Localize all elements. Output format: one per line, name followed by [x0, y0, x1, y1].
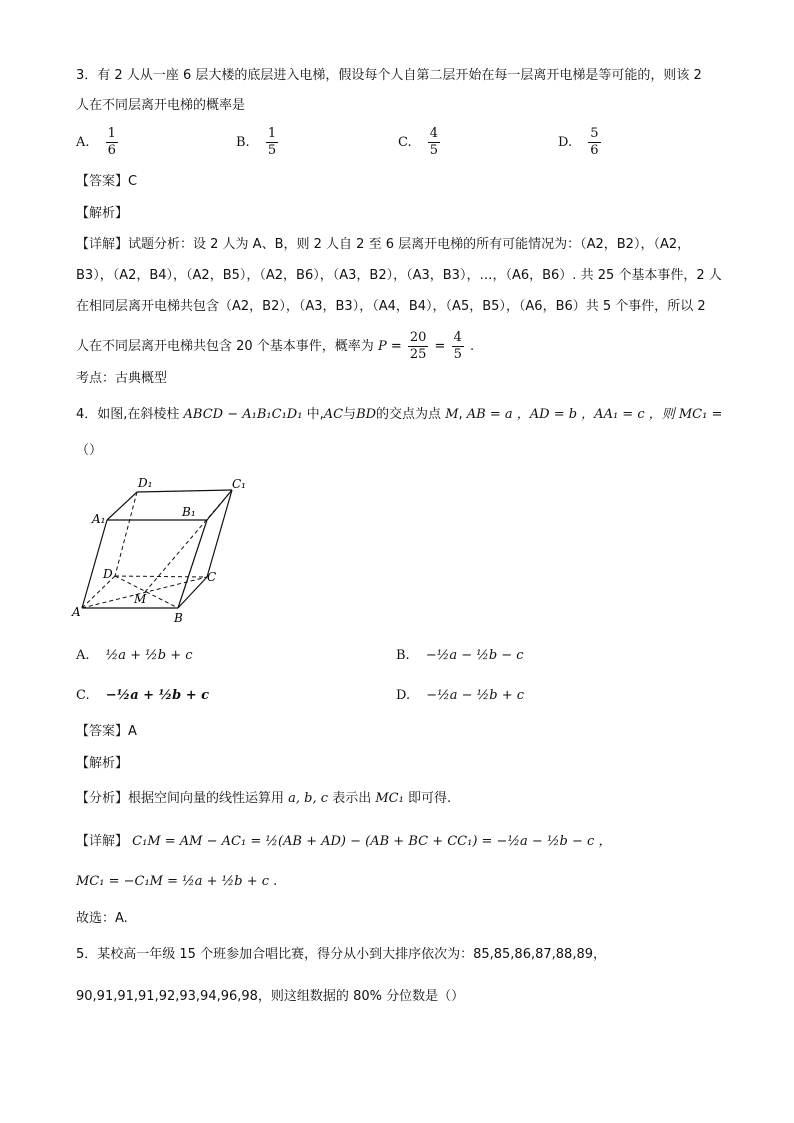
label-c: C	[207, 570, 217, 584]
q3-option-a: A. $\frac{1}{6}$	[76, 126, 116, 158]
q3-stem-line1: 3．有 2 人从一座 6 层大楼的底层进入电梯，假设每个人自第二层开始在每一层离开电梯是等可能的，则该 2	[76, 68, 702, 83]
label-m: M	[134, 592, 147, 606]
q3-option-b: B. $\frac{1}{5}$	[236, 126, 277, 158]
label-b: B	[174, 611, 183, 625]
q4-detail-eq2: MC₁ = −C₁M = ½a + ½b + c .	[76, 874, 278, 889]
q4-stem-line1: 4．如图,在斜棱柱 ABCD − A₁B₁C₁D₁ 中,AC与BD的交点为点 M, AB = a ，AD = b ，AA₁ = c ，则 MC₁ =	[76, 407, 723, 422]
q3-stem-line2: 人在不同层离开电梯的概率是	[76, 98, 246, 113]
label-a: A	[72, 605, 81, 619]
label-a1: A₁	[92, 512, 106, 526]
q3-detail-line2: B3），（A2，B4），（A2，B5），（A2，B6），（A3，B2），（A3，B3），…，（A6，B6）. 共 25 个基本事件，2 人	[76, 268, 722, 283]
q5-stem-line2: 90,91,91,91,92,93,94,96,98，则这组数据的 80% 分位数是（）	[76, 989, 465, 1004]
q3-option-d: D. $\frac{5}{6}$	[558, 126, 599, 158]
q3-analysis-tag: 【解析】	[76, 206, 129, 221]
label-b1: B₁	[182, 505, 196, 519]
q3-detail-line1: 【详解】试题分析：设 2 人为 A、B，则 2 人自 2 至 6 层离开电梯的所有可能情况为：（A2，B2），（A2，	[76, 237, 691, 252]
q4-answer: 【答案】A	[76, 724, 137, 739]
q4-option-b: B. −½a − ½b − c	[396, 648, 524, 663]
q3-option-c: C. $\frac{4}{5}$	[398, 126, 439, 158]
label-c1: C₁	[232, 477, 246, 491]
q3-detail-line4: 人在不同层离开电梯共包含 20 个基本事件，概率为 P = $\frac{20}{25}$ = $\frac{4}{5}$ .	[76, 330, 475, 362]
q3-detail-line3: 在相同层离开电梯共包含（A2，B2），（A3，B3），（A4，B4），（A5，B5），（A6，B6）共 5 个事件，所以 2	[76, 299, 706, 314]
q4-option-c: C. −½a + ½b + c	[76, 688, 210, 703]
q4-prism-figure	[70, 470, 250, 625]
q5-stem-line1: 5．某校高一年级 15 个班参加合唱比赛，得分从小到大排序依次为：85,85,86,87,88,89，	[76, 947, 606, 962]
q4-stem-line2: （）	[76, 443, 103, 458]
q4-conclusion: 故选：A.	[76, 911, 128, 926]
q4-option-a: A. ½a + ½b + c	[76, 648, 193, 663]
q4-option-d: D. −½a − ½b + c	[396, 688, 524, 703]
q3-answer: 【答案】C	[76, 174, 138, 189]
q4-detail-eq1: 【详解】 C₁M = AM − AC₁ = ½(AB + AD) − (AB + BC + CC₁) = −½a − ½b − c ，	[76, 834, 612, 849]
q4-analysis-tag: 【解析】	[76, 756, 129, 771]
label-d1: D₁	[138, 476, 153, 490]
label-d: D	[103, 567, 113, 581]
q4-fenxi: 【分析】根据空间向量的线性运算用 a, b, c 表示出 MC₁ 即可得.	[76, 791, 452, 806]
q3-kaodian: 考点：古典概型	[76, 371, 168, 386]
